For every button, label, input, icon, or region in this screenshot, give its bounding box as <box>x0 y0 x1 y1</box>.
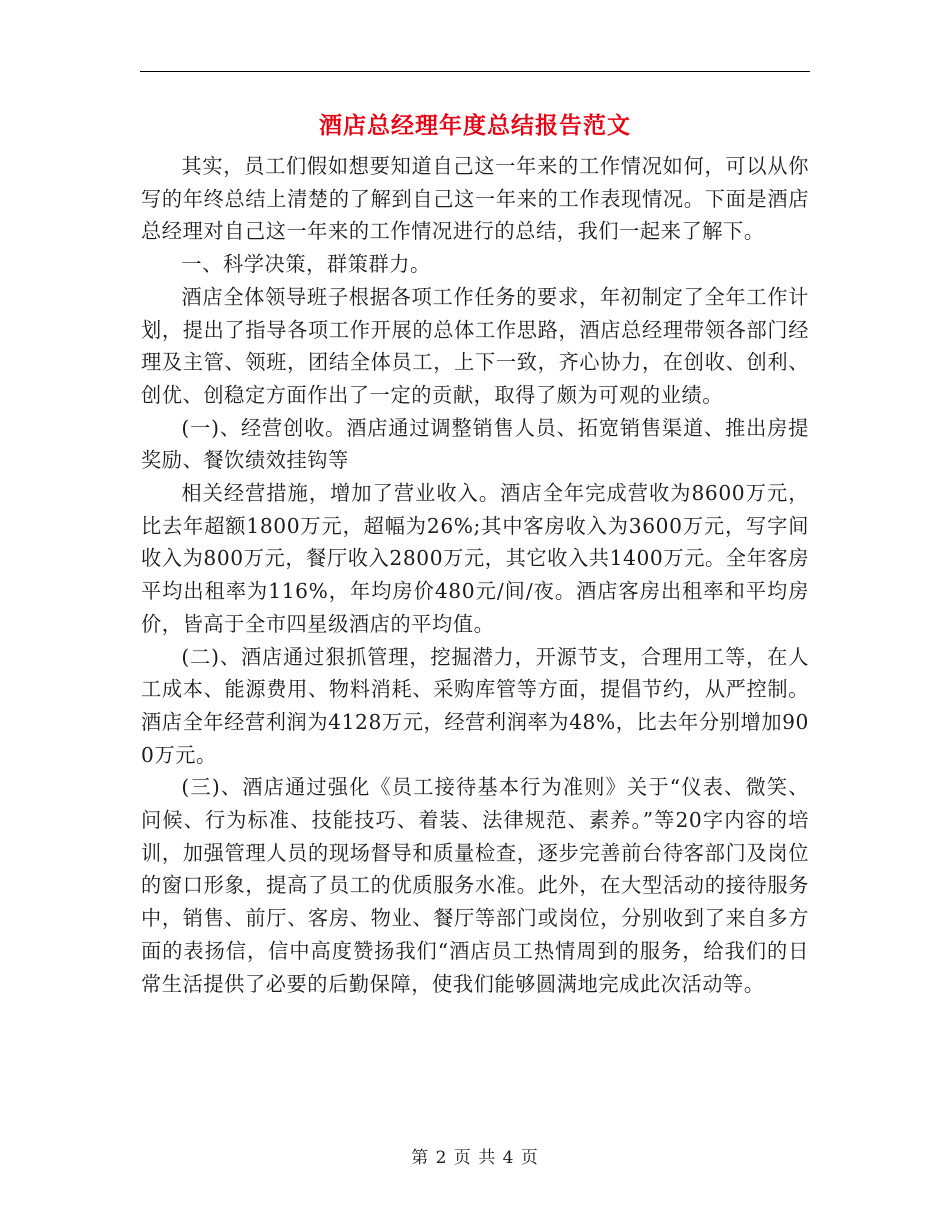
paragraph-revenue-details: 相关经营措施，增加了营业收入。酒店全年完成营收为8600万元，比去年超额1800万元，超幅为26%;其中客房收入为3600万元，写字间收入为800万元，餐厅收入2800万元，其它收入共1400万元。全年客房平均出租率为116%，年均房价480元/间/夜。酒店客房出租率和平均房价，皆高于全市四星级酒店的平均值。 <box>141 481 809 636</box>
paragraph-section-heading: 一、科学决策，群策群力。 <box>181 252 431 277</box>
paragraph-leadership: 酒店全体领导班子根据各项工作任务的要求，年初制定了全年工作计划，提出了指导各项工作开展的总体工作思路，酒店总经理带领各部门经理及主管、领班，团结全体员工，上下一致，齐心协力，在创收、创利、创优、创稳定方面作出了一定的贡献，取得了颇为可观的业绩。 <box>141 284 809 407</box>
document-title: 酒店总经理年度总结报告范文 <box>319 113 631 139</box>
document-body <box>141 150 809 1000</box>
paragraph-cost-control: (二)、酒店通过狠抓管理，挖掘潜力，开源节支，合理用工等，在人工成本、能源费用、物料消耗、采购库管等方面，提倡节约，从严控制。酒店全年经营利润为4128万元，经营利润率为48%，比去年分别增加900万元。 <box>141 644 809 767</box>
paragraph-revenue-intro: (一)、经营创收。酒店通过调整销售人员、拓宽销售渠道、推出房提奖励、餐饮绩效挂钩等 <box>141 415 809 473</box>
header-rule <box>140 71 810 72</box>
paragraph-service-quality: (三)、酒店通过强化《员工接待基本行为准则》关于“仪表、微笑、问候、行为标准、技能技巧、着装、法律规范、素养。”等20字内容的培训，加强管理人员的现场督导和质量检查，逐步完善前台待客部门及岗位的窗口形象，提高了员工的优质服务水准。此外，在大型活动的接待服务中，销售、前厅、客房、物业、餐厅等部门或岗位，分别收到了来自多方面的表扬信，信中高度赞扬我们“酒店员工热情周到的服务，给我们的日常生活提供了必要的后勤保障，使我们能够圆满地完成此次活动等。 <box>141 775 809 996</box>
page-number-footer: 第 2 页 共 4 页 <box>411 1148 539 1168</box>
paragraph-intro: 其实，员工们假如想要知道自己这一年来的工作情况如何，可以从你写的年终总结上清楚的了解到自己这一年来的工作表现情况。下面是酒店总经理对自己这一年来的工作情况进行的总结，我们一起来了解下。 <box>141 154 809 244</box>
